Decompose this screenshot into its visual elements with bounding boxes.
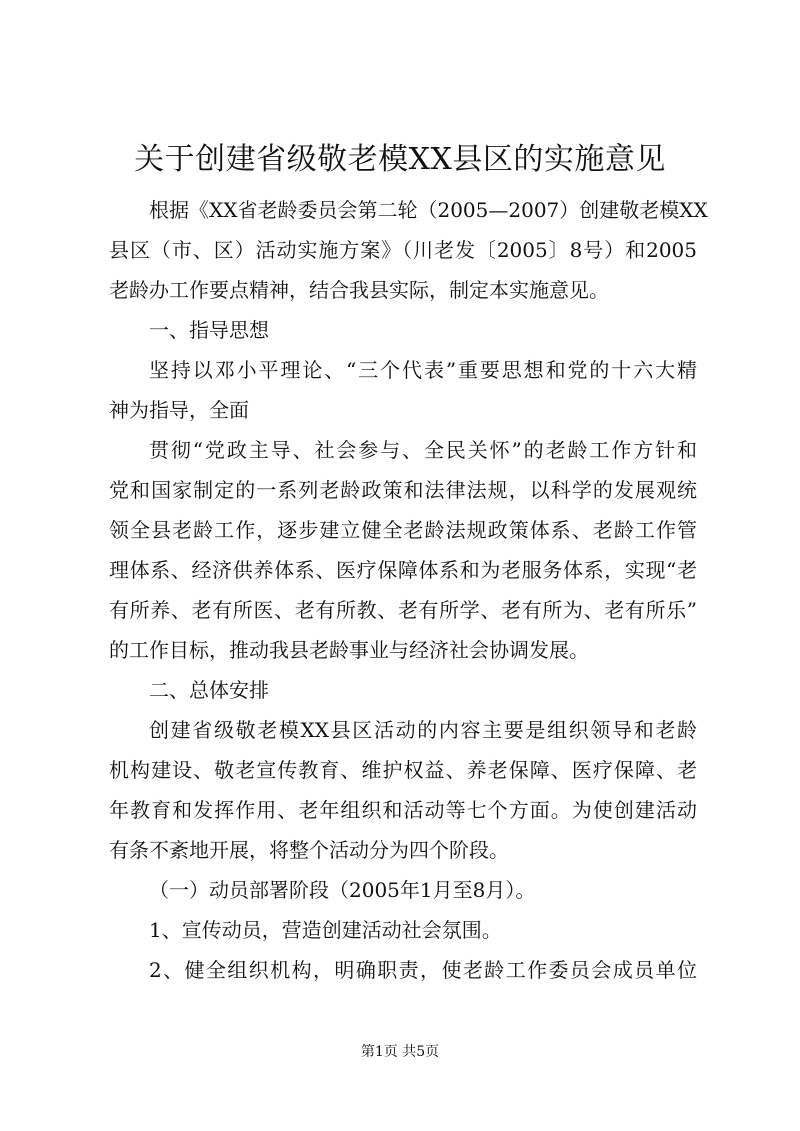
paragraph-line: 根据《XX省老龄委员会第二轮（2005—2007）创建敬老模XX <box>149 198 708 222</box>
page-number-footer: 第1页 共5页 <box>360 1044 440 1060</box>
list-item: 1、宣传动员，营造创建活动社会氛围。 <box>149 918 502 942</box>
document-title: 关于创建省级敬老模XX县区的实施意见 <box>134 142 666 177</box>
paragraph-line: 机构建设、敬老宣传教育、维护权益、养老保障、医疗保障、老 <box>109 758 697 782</box>
paragraph-line: 创建省级敬老模XX县区活动的内容主要是组织领导和老龄 <box>149 718 697 742</box>
paragraph-line: 年教育和发挥作用、老年组织和活动等七个方面。为使创建活动 <box>109 798 697 822</box>
paragraph-line: 的工作目标，推动我县老龄事业与经济社会协调发展。 <box>109 638 589 662</box>
subsection-heading: （一）动员部署阶段（2005年1月至8月）。 <box>149 878 536 902</box>
paragraph-line: 有所养、老有所医、老有所教、老有所学、老有所为、老有所乐” <box>109 598 697 622</box>
paragraph-line: 领全县老龄工作，逐步建立健全老龄法规政策体系、老龄工作管 <box>109 518 697 542</box>
paragraph-line: 贯彻“党政主导、社会参与、全民关怀”的老龄工作方针和 <box>149 438 697 462</box>
paragraph-line: 老龄办工作要点精神，结合我县实际，制定本实施意见。 <box>109 278 609 302</box>
paragraph-line: 有条不紊地开展，将整个活动分为四个阶段。 <box>109 838 509 862</box>
paragraph-line: 坚持以邓小平理论、“三个代表”重要思想和党的十六大精 <box>149 358 697 382</box>
list-item: 2、健全组织机构，明确职责，使老龄工作委员会成员单位 <box>149 958 697 982</box>
paragraph-line: 神为指导，全面 <box>109 398 249 422</box>
section-heading: 二、总体安排 <box>149 678 269 702</box>
section-heading: 一、指导思想 <box>149 318 269 342</box>
paragraph-line: 县区（市、区）活动实施方案》（川老发〔2005〕8号）和2005 <box>109 238 697 262</box>
paragraph-line: 理体系、经济供养体系、医疗保障体系和为老服务体系，实现“老 <box>109 558 697 582</box>
paragraph-line: 党和国家制定的一系列老龄政策和法律法规，以科学的发展观统 <box>109 478 697 502</box>
